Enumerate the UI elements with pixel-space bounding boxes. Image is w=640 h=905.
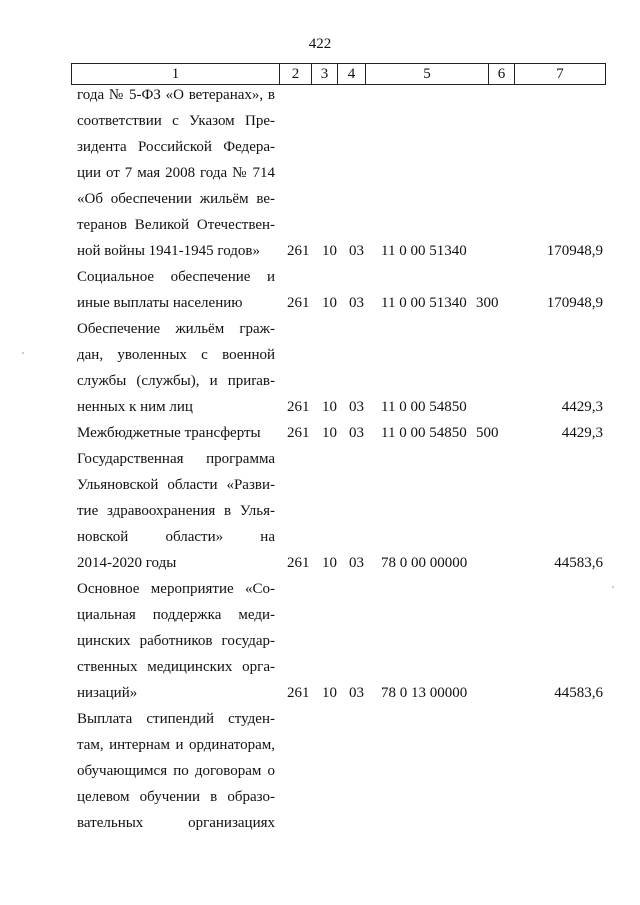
description-line: Выплата стипендий студен- xyxy=(77,711,275,727)
header-col-1: 1 xyxy=(171,65,180,82)
header-col-3: 3 xyxy=(311,64,337,84)
description-line: там, интернам и ординаторам, xyxy=(77,737,275,753)
description-line: Межбюджетные трансферты xyxy=(77,425,261,441)
header-col-5: 5 xyxy=(365,64,488,84)
cell-section: 10 xyxy=(322,295,337,311)
cell-code: 261 xyxy=(287,425,310,441)
description-line: Социальное обеспечение и xyxy=(77,269,275,285)
cell-amount: 170948,9 xyxy=(546,243,603,259)
cell-subsection: 03 xyxy=(349,555,364,571)
cell-amount: 170948,9 xyxy=(546,295,603,311)
description-line: ной войны 1941-1945 годов» xyxy=(77,243,260,259)
description-line: дан, уволенных с военной xyxy=(77,347,275,363)
cell-target: 11 0 00 54850 xyxy=(381,399,467,415)
description-line: ственных медицинских орга- xyxy=(77,659,275,675)
description-line: тие здравоохранения в Улья- xyxy=(77,503,275,519)
description-line: ции от 7 мая 2008 года № 714 xyxy=(77,165,275,181)
cell-subsection: 03 xyxy=(349,685,364,701)
cell-target: 11 0 00 51340 xyxy=(381,243,467,259)
cell-code: 261 xyxy=(287,295,310,311)
description-line: теранов Великой Отечествен- xyxy=(77,217,275,233)
header-col-6: 6 xyxy=(488,64,514,84)
cell-section: 10 xyxy=(322,685,337,701)
cell-amount: 44583,6 xyxy=(554,555,603,571)
table-header xyxy=(71,63,606,85)
cell-expense-type: 500 xyxy=(476,425,499,441)
cell-code: 261 xyxy=(287,685,310,701)
description-line: цинских работников государ- xyxy=(77,633,275,649)
description-line: целевом обучении в образо- xyxy=(77,789,275,805)
scan-speck xyxy=(22,352,24,354)
header-col-4: 4 xyxy=(337,64,365,84)
cell-amount: 4429,3 xyxy=(561,399,603,415)
cell-section: 10 xyxy=(322,399,337,415)
description-line: Ульяновской области «Разви- xyxy=(77,477,275,493)
header-col-7: 7 xyxy=(514,64,605,84)
description-line: иные выплаты населению xyxy=(77,295,243,311)
cell-target: 11 0 00 54850 xyxy=(381,425,467,441)
page-number: 422 xyxy=(308,36,332,52)
cell-amount: 4429,3 xyxy=(561,425,603,441)
description-line: низаций» xyxy=(77,685,138,701)
cell-subsection: 03 xyxy=(349,243,364,259)
cell-section: 10 xyxy=(322,555,337,571)
cell-subsection: 03 xyxy=(349,399,364,415)
description-line: года № 5-ФЗ «О ветеранах», в xyxy=(77,87,275,103)
header-col-2: 2 xyxy=(279,64,311,84)
description-line: Основное мероприятие «Со- xyxy=(77,581,275,597)
cell-subsection: 03 xyxy=(349,295,364,311)
cell-code: 261 xyxy=(287,399,310,415)
cell-code: 261 xyxy=(287,555,310,571)
description-line: Обеспечение жильём граж- xyxy=(77,321,275,337)
description-line: Государственная программа xyxy=(77,451,275,467)
cell-target: 11 0 00 51340 xyxy=(381,295,467,311)
cell-subsection: 03 xyxy=(349,425,364,441)
description-line: ненных к ним лиц xyxy=(77,399,193,415)
cell-amount: 44583,6 xyxy=(554,685,603,701)
description-line: новской области» на xyxy=(77,529,275,545)
cell-code: 261 xyxy=(287,243,310,259)
cell-section: 10 xyxy=(322,243,337,259)
description-line: соответствии с Указом Пре- xyxy=(77,113,275,129)
description-line: циальная поддержка меди- xyxy=(77,607,275,623)
cell-target: 78 0 00 00000 xyxy=(381,555,468,571)
description-line: 2014-2020 годы xyxy=(77,555,177,571)
cell-target: 78 0 13 00000 xyxy=(381,685,468,701)
cell-section: 10 xyxy=(322,425,337,441)
description-line: вательных организациях xyxy=(77,815,275,831)
description-line: «Об обеспечении жильём ве- xyxy=(77,191,275,207)
description-line: зидента Российской Федера- xyxy=(77,139,275,155)
description-line: обучающимся по договорам о xyxy=(77,763,275,779)
cell-expense-type: 300 xyxy=(476,295,499,311)
description-line: службы (службы), и приrав- xyxy=(77,373,275,389)
scan-speck xyxy=(612,586,614,588)
